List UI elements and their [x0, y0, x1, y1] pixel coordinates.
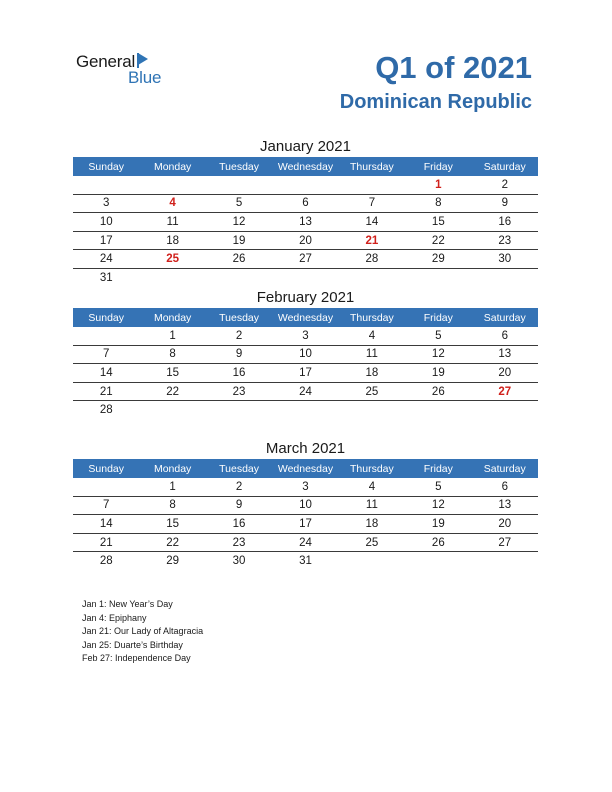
day-cell: 26: [206, 250, 272, 269]
holiday-item: Jan 4: Epiphany: [82, 612, 147, 623]
week-row: [73, 213, 538, 232]
weekday-header: Monday: [139, 459, 205, 478]
weekday-header: Wednesday: [272, 308, 338, 327]
day-cell: 8: [139, 345, 205, 364]
week-row: [73, 231, 538, 250]
day-cell: 27: [472, 533, 538, 552]
weekday-header: Tuesday: [206, 308, 272, 327]
week-row: [73, 327, 538, 345]
holiday-item: Jan 21: Our Lady of Altagracia: [82, 626, 204, 636]
week-row: [73, 478, 538, 496]
day-cell: 30: [232, 555, 246, 568]
day-cell: 11: [339, 496, 405, 515]
weekday-header: Saturday: [472, 459, 538, 478]
weekday-header: Monday: [139, 308, 205, 327]
day-cell: 16: [206, 364, 272, 383]
empty-day-cell: [73, 478, 139, 496]
week-row: [73, 552, 538, 570]
weekday-header: Monday: [139, 157, 205, 176]
weekday-header: Saturday: [472, 308, 538, 327]
holiday-item: Jan 25: Duarte’s Birthday: [82, 639, 183, 650]
weekday-header: Friday: [405, 459, 471, 478]
empty-day-cell: [472, 268, 538, 286]
empty-day-cell: [472, 552, 538, 570]
day-cell: 26: [405, 533, 471, 552]
day-cell: 10: [272, 496, 338, 515]
weekday-header-row: [73, 459, 538, 478]
weekday-header: Thursday: [339, 308, 405, 327]
day-cell: 15: [139, 364, 205, 383]
day-cell: 13: [272, 213, 338, 232]
day-cell: 19: [405, 515, 471, 534]
day-cell: 22: [139, 382, 205, 401]
holiday-item: Jan 1: New Year’s Day: [82, 599, 173, 609]
empty-day-cell: [73, 176, 139, 194]
day-cell: 9: [472, 194, 538, 213]
page-subtitle: Dominican Republic: [339, 91, 532, 113]
day-cell: 1: [139, 478, 205, 496]
calendar-table: [73, 308, 538, 419]
day-cell: 16: [472, 213, 538, 232]
day-cell: 4: [139, 194, 205, 213]
day-cell: 23: [472, 231, 538, 250]
empty-day-cell: [405, 401, 471, 419]
day-cell: 5: [206, 194, 272, 213]
day-cell: 25: [339, 382, 405, 401]
day-cell: 13: [472, 496, 538, 515]
day-cell: 3: [73, 194, 139, 213]
day-cell: 13: [472, 345, 538, 364]
holiday-item: Feb 27: Independence Day: [82, 653, 191, 663]
weekday-header: Sunday: [73, 459, 139, 478]
day-cell: 27: [472, 382, 538, 401]
day-cell: 1: [139, 327, 205, 345]
day-cell: 14: [73, 515, 139, 534]
empty-day-cell: [139, 268, 205, 286]
empty-day-cell: [472, 401, 538, 419]
day-cell: 25: [139, 250, 205, 269]
empty-day-cell: [206, 401, 272, 419]
day-cell: 20: [472, 515, 538, 534]
day-cell: 4: [339, 327, 405, 345]
empty-day-cell: [73, 327, 139, 345]
day-cell: 28: [339, 250, 405, 269]
weekday-header: Friday: [405, 157, 471, 176]
day-cell: 3: [272, 478, 338, 496]
empty-day-cell: [206, 176, 272, 194]
week-row: [73, 364, 538, 383]
calendar-table: [73, 157, 538, 287]
day-cell: 19: [206, 231, 272, 250]
day-cell: 5: [405, 478, 471, 496]
day-cell: 6: [472, 327, 538, 345]
logo-text-blue: Blue: [128, 68, 162, 87]
week-row: [73, 345, 538, 364]
day-cell: 29: [166, 555, 180, 568]
day-cell: 28: [99, 404, 113, 417]
weekday-header: Saturday: [472, 157, 538, 176]
month-march: [73, 439, 538, 570]
day-cell: 18: [139, 231, 205, 250]
week-row: [73, 515, 538, 534]
day-cell: 1: [405, 176, 471, 194]
day-cell: 12: [405, 345, 471, 364]
day-cell: 17: [272, 364, 338, 383]
weekday-header: Tuesday: [206, 459, 272, 478]
day-cell: 2: [206, 478, 272, 496]
day-cell: 6: [272, 194, 338, 213]
weekday-header-row: [73, 157, 538, 176]
empty-day-cell: [339, 401, 405, 419]
day-cell: 8: [405, 194, 471, 213]
holiday-list: [82, 598, 203, 666]
day-cell: 24: [73, 250, 139, 269]
week-row: [73, 496, 538, 515]
day-cell: 31: [99, 271, 113, 284]
day-cell: 21: [73, 533, 139, 552]
day-cell: 17: [73, 231, 139, 250]
weekday-header: Thursday: [339, 459, 405, 478]
day-cell: 19: [405, 364, 471, 383]
weekday-header: Friday: [405, 308, 471, 327]
day-cell: 5: [405, 327, 471, 345]
empty-day-cell: [272, 268, 338, 286]
day-cell: 20: [472, 364, 538, 383]
calendar-table: [73, 459, 538, 570]
day-cell: 23: [206, 382, 272, 401]
month-title: February 2021: [256, 289, 355, 306]
empty-day-cell: [339, 268, 405, 286]
day-cell: 7: [73, 345, 139, 364]
day-cell: 2: [206, 327, 272, 345]
weekday-header: Wednesday: [272, 459, 338, 478]
day-cell: 21: [339, 231, 405, 250]
empty-day-cell: [405, 268, 471, 286]
day-cell: 27: [272, 250, 338, 269]
weekday-header: Sunday: [73, 157, 139, 176]
weekday-header: Sunday: [73, 308, 139, 327]
month-title: January 2021: [260, 138, 351, 155]
day-cell: 21: [73, 382, 139, 401]
day-cell: 31: [299, 555, 312, 568]
empty-day-cell: [272, 176, 338, 194]
empty-day-cell: [139, 401, 205, 419]
day-cell: 30: [472, 250, 538, 269]
day-cell: 11: [139, 213, 205, 232]
day-cell: 8: [139, 496, 205, 515]
day-cell: 29: [405, 250, 471, 269]
generalblue-logo: [76, 52, 176, 92]
day-cell: 18: [339, 515, 405, 534]
month-title: March 2021: [265, 440, 346, 457]
week-row: [73, 533, 538, 552]
day-cell: 20: [272, 231, 338, 250]
logo-text-general: General: [76, 52, 136, 71]
month-february: [73, 288, 538, 419]
day-cell: 23: [206, 533, 272, 552]
day-cell: 22: [405, 231, 471, 250]
week-row: [73, 176, 538, 194]
day-cell: 15: [405, 213, 471, 232]
day-cell: 12: [206, 213, 272, 232]
weekday-header: Tuesday: [206, 157, 272, 176]
day-cell: 10: [73, 213, 139, 232]
day-cell: 3: [272, 327, 338, 345]
day-cell: 9: [206, 496, 272, 515]
day-cell: 24: [272, 382, 338, 401]
day-cell: 10: [272, 345, 338, 364]
day-cell: 12: [405, 496, 471, 515]
empty-day-cell: [139, 176, 205, 194]
week-row: [73, 382, 538, 401]
day-cell: 7: [339, 194, 405, 213]
weekday-header: Thursday: [339, 157, 405, 176]
day-cell: 6: [472, 478, 538, 496]
page-title: Q1 of 2021: [375, 50, 532, 85]
day-cell: 28: [99, 555, 113, 568]
empty-day-cell: [272, 401, 338, 419]
day-cell: 17: [272, 515, 338, 534]
logo-flag-icon: [138, 53, 148, 65]
day-cell: 14: [339, 213, 405, 232]
day-cell: 18: [339, 364, 405, 383]
day-cell: 24: [272, 533, 338, 552]
day-cell: 9: [206, 345, 272, 364]
day-cell: 4: [339, 478, 405, 496]
day-cell: 25: [339, 533, 405, 552]
day-cell: 15: [139, 515, 205, 534]
weekday-header: Wednesday: [272, 157, 338, 176]
day-cell: 7: [73, 496, 139, 515]
day-cell: 11: [339, 345, 405, 364]
week-row: [73, 268, 538, 286]
empty-day-cell: [339, 176, 405, 194]
weekday-header-row: [73, 308, 538, 327]
day-cell: 2: [472, 176, 538, 194]
day-cell: 26: [405, 382, 471, 401]
empty-day-cell: [339, 552, 405, 570]
empty-day-cell: [405, 552, 471, 570]
day-cell: 14: [73, 364, 139, 383]
day-cell: 16: [206, 515, 272, 534]
empty-day-cell: [206, 268, 272, 286]
week-row: [73, 401, 538, 419]
week-row: [73, 194, 538, 213]
month-january: [73, 137, 538, 287]
week-row: [73, 250, 538, 269]
day-cell: 22: [139, 533, 205, 552]
